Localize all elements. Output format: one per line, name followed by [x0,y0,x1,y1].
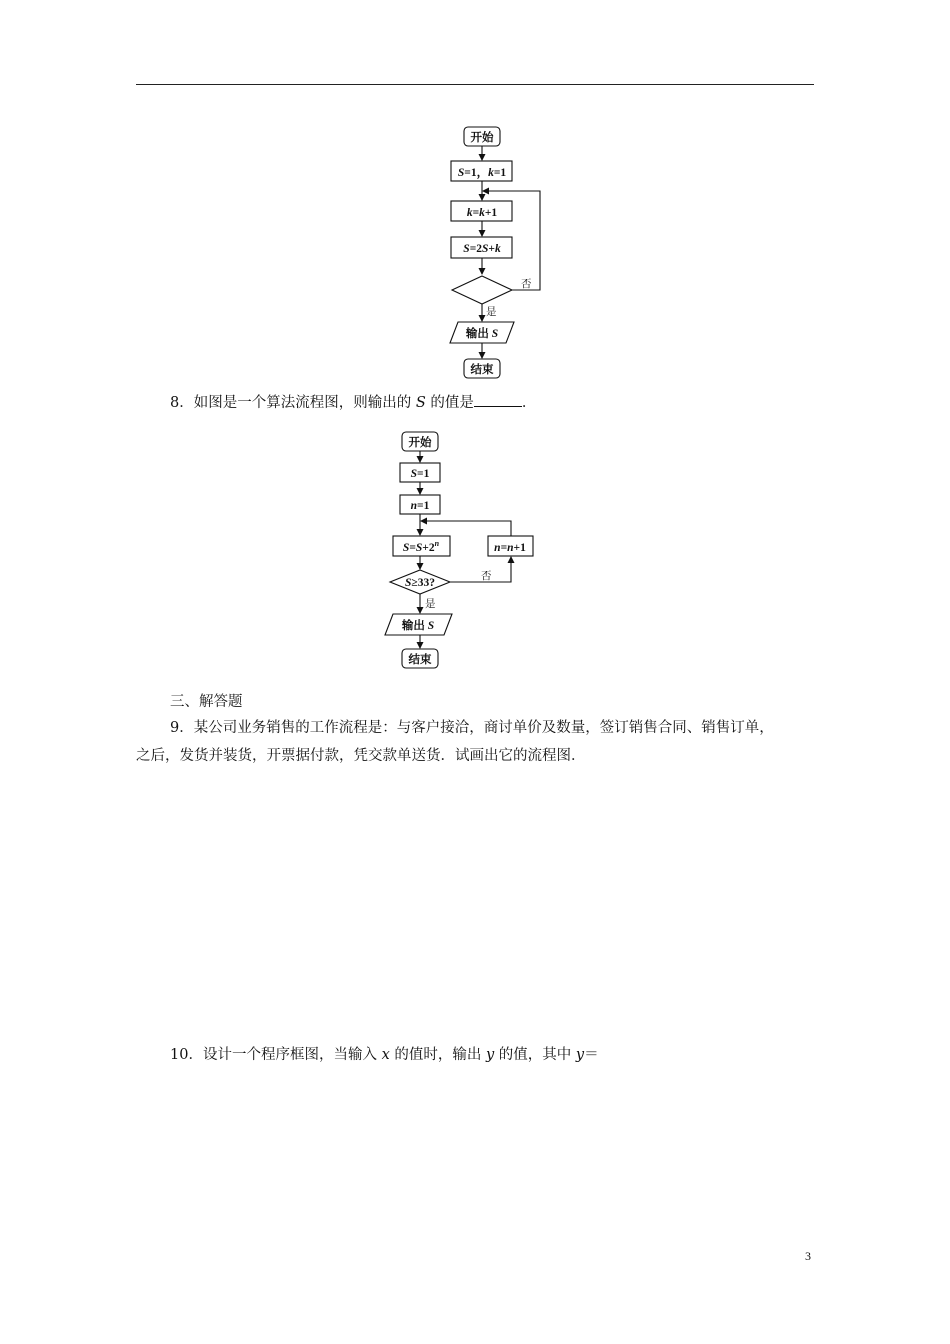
q10-x: x [381,1047,390,1063]
q9-line-1: 9．某公司业务销售的工作流程是：与客户接洽，商讨单价及数量，签订销售合同、销售订单， [170,720,774,736]
q10-y2: y [575,1047,585,1063]
q10-text-a: 10．设计一个程序框图，当输入 [170,1047,382,1063]
q8-text-b: 的值是 [425,395,474,411]
fc2-start-label: 开始 [408,437,432,449]
q8-text-a: 如图是一个算法流程图，则输出的 [193,395,416,411]
fc1-decision-diamond [452,276,512,304]
question-8 [170,392,536,413]
q8-text-c: ． [521,395,537,411]
fc2-yes-label: 是 [425,599,436,610]
fc2-n-init-label: n=1 [410,500,430,512]
q8-answer-blank [474,392,522,407]
fc2-loop-back-line [421,521,511,536]
q8-var: S [415,395,426,411]
flowchart-2-labels [401,435,526,666]
fc2-decision-label: S≥33? [405,577,435,589]
page-number: 3 [805,1249,811,1263]
q10-text-b: 的值时，输出 [389,1047,486,1063]
flowchart-1-labels [458,130,532,376]
fc2-output-label: 输出 S [401,620,435,632]
q9-line-2: 之后，发货并装货，开票据付款，凭交款单送货．试画出它的流程图． [136,748,586,764]
fc1-end-label: 结束 [470,364,494,376]
fc2-update-label: $S=S+2^n$ [402,539,440,554]
question-10 [170,1045,599,1065]
fc2-no-label: 否 [481,571,492,582]
fc1-no-label: 否 [521,279,532,290]
fc1-init-label: S=1，k=1 [457,167,507,179]
fc1-start-label: 开始 [470,132,494,144]
q10-text-c: 的值，其中 [494,1047,576,1063]
fc1-step1-label: k=k+1 [466,207,498,219]
q10-text-d: ＝ [584,1047,599,1063]
q10-y: y [485,1047,495,1063]
fc1-output-label: 输出 S [465,328,499,340]
fc1-yes-label: 是 [486,307,497,318]
section-title: 三、解答题 [170,694,243,710]
fc2-inc-label: n=n+1 [494,542,526,554]
fc2-end-label: 结束 [408,654,432,666]
q8-number: 8． [170,395,194,411]
fc1-step2-label: S=2S+k [463,243,501,255]
fc2-s-init-label: S=1 [410,468,430,480]
